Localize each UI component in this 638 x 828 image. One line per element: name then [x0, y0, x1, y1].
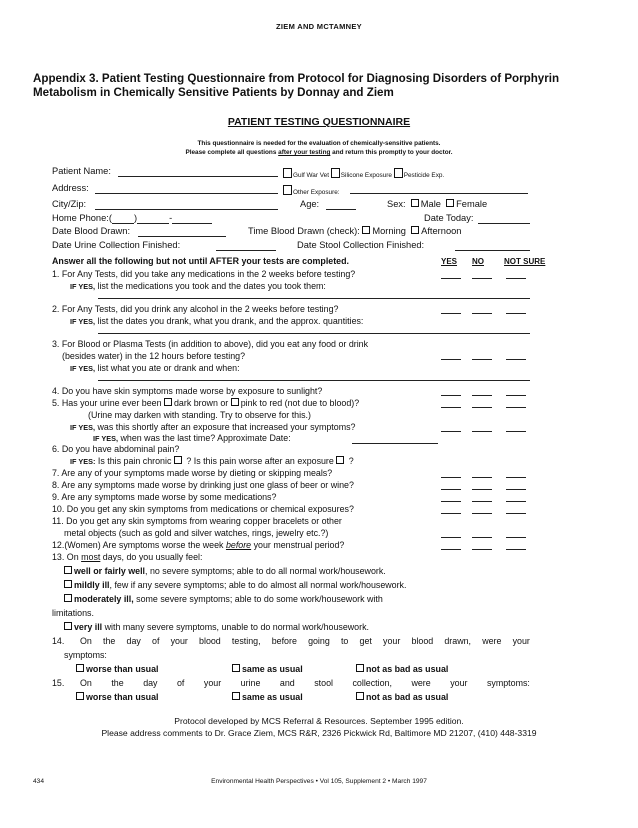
page-number: 434: [33, 778, 45, 785]
no-answer-blank[interactable]: [472, 549, 492, 550]
silicone-checkbox[interactable]: [331, 168, 340, 178]
word: were: [482, 636, 502, 646]
q15-option-not-as-bad: not as bad as usual: [356, 692, 448, 702]
word: of: [152, 636, 160, 646]
question-14-cont: symptoms:: [64, 650, 107, 660]
question-15: [80, 678, 530, 688]
q14-not-as-bad-checkbox[interactable]: [356, 664, 364, 672]
question-9: 9. Are any symptoms made worse by some medications?: [52, 492, 277, 502]
no-answer-blank[interactable]: [472, 489, 492, 490]
yes-answer-blank[interactable]: [441, 407, 461, 408]
journal-citation: Environmental Health Perspectives • Vol 105, Supplement 2 • March 1997: [211, 778, 427, 785]
address-label: Address:: [52, 183, 89, 193]
word: the: [111, 678, 124, 688]
word: day: [126, 636, 141, 646]
approx-date-field[interactable]: [352, 443, 438, 444]
form-title: PATIENT TESTING QUESTIONNAIRE: [227, 116, 411, 128]
q14-option-not-as-bad: not as bad as usual: [356, 664, 448, 674]
no-answer-blank[interactable]: [472, 477, 492, 478]
not-sure-answer-blank[interactable]: [506, 431, 526, 432]
pesticide-checkbox[interactable]: [394, 168, 403, 178]
word: your: [450, 678, 468, 688]
mildly-ill-checkbox[interactable]: [64, 580, 72, 588]
time-blood-drawn: Time Blood Drawn (check): Morning Afternoon: [248, 226, 462, 236]
phone-number-field[interactable]: [172, 213, 212, 224]
very-ill-checkbox[interactable]: [64, 622, 72, 630]
not-sure-answer-blank[interactable]: [506, 313, 526, 314]
word: your: [170, 636, 188, 646]
q13-option-moderately-ill-cont: limitations.: [52, 608, 94, 618]
q14-same-checkbox[interactable]: [232, 664, 240, 672]
yes-answer-blank[interactable]: [441, 537, 461, 538]
question-1-sub: IF YES, list the medications you took and the dates you took them:: [70, 281, 326, 291]
no-answer-blank[interactable]: [472, 537, 492, 538]
word: drawn,: [444, 636, 472, 646]
q15-worse-checkbox[interactable]: [76, 692, 84, 700]
protocol-line-1: Protocol developed by MCS Referral & Resources. September 1995 edition.: [174, 716, 464, 726]
date-urine-label: Date Urine Collection Finished:: [52, 240, 181, 250]
not-sure-column-header: NOT SURE: [504, 257, 546, 266]
morning-checkbox[interactable]: [362, 226, 370, 234]
afternoon-checkbox[interactable]: [411, 226, 419, 234]
question-6: 6. Do you have abdominal pain?: [52, 444, 180, 454]
yes-answer-blank[interactable]: [441, 359, 461, 360]
yes-column-header: YES: [441, 257, 458, 266]
word: the: [103, 636, 116, 646]
no-answer-blank[interactable]: [472, 395, 492, 396]
question-15-number: 15.: [52, 678, 65, 688]
yes-answer-blank[interactable]: [441, 489, 461, 490]
question-14: [80, 636, 530, 646]
city-zip-field[interactable]: [95, 209, 278, 210]
patient-name-label: Patient Name:: [52, 166, 111, 176]
dark-brown-checkbox[interactable]: [164, 398, 172, 406]
yes-answer-blank[interactable]: [441, 313, 461, 314]
q15-same-checkbox[interactable]: [232, 692, 240, 700]
question-14-number: 14.: [52, 636, 65, 646]
word: and: [279, 678, 295, 688]
no-answer-blank[interactable]: [472, 407, 492, 408]
q13-option-mildly-ill: mildly ill, few if any severe symptoms; able to do almost all normal work/housework.: [64, 580, 406, 590]
question-2-sub: IF YES, list the dates you drank, what you drank, and the approx. quantities:: [70, 316, 364, 326]
q13-option-well: well or fairly well, no severe symptoms; able to do all normal work/housework.: [64, 566, 386, 576]
question-1-answer-line[interactable]: [98, 298, 530, 299]
word: your: [203, 678, 222, 688]
patient-name-field[interactable]: [118, 176, 278, 177]
word: symptoms:: [486, 678, 530, 688]
question-1: 1. For Any Tests, did you take any medications in the 2 weeks before testing?: [52, 269, 356, 279]
word: of: [177, 678, 185, 688]
question-5-note: (Urine may darken with standing. Try to observe for this.): [88, 410, 311, 420]
no-answer-blank[interactable]: [472, 513, 492, 514]
not-sure-answer-blank[interactable]: [506, 513, 526, 514]
date-urine-field[interactable]: [216, 250, 276, 251]
question-12: 12.(Women) Are symptoms worse the week before your menstrual period?: [52, 540, 345, 550]
word: On: [80, 678, 92, 688]
question-8: 8. Are any symptoms made worse by drinking just one glass of beer or wine?: [52, 480, 354, 490]
question-10: 10. Do you get any skin symptoms from medications or chemical exposures?: [52, 504, 354, 514]
other-exposure-checkbox[interactable]: [283, 185, 292, 195]
date-today-field[interactable]: [478, 223, 530, 224]
no-answer-blank[interactable]: [472, 431, 492, 432]
word: going: [308, 636, 330, 646]
worse-after-exposure-checkbox[interactable]: [336, 456, 344, 464]
q13-option-very-ill: very ill with many severe symptoms, unable to do normal work/housework.: [64, 622, 369, 632]
other-exposure-field[interactable]: [350, 193, 528, 194]
no-column-header: NO: [472, 257, 484, 266]
appendix-title: Appendix 3. Patient Testing Questionnaire from Protocol for Diagnosing Disorders of Porphyrin Metabolism in Chemically Sensitive Patients by Donnay and Ziem: [33, 72, 560, 99]
date-stool-label: Date Stool Collection Finished:: [297, 240, 425, 250]
yes-answer-blank[interactable]: [441, 431, 461, 432]
not-sure-answer-blank[interactable]: [506, 407, 526, 408]
instruction-line-1: This questionnaire is needed for the evaluation of chemically-sensitive patients.: [197, 140, 441, 147]
word: stool: [314, 678, 333, 688]
not-sure-answer-blank[interactable]: [506, 537, 526, 538]
date-today-label: Date Today:: [424, 213, 474, 223]
question-5: 5. Has your urine ever been dark brown or pink to red (not due to blood)?: [52, 398, 360, 408]
question-4: 4. Do you have skin symptoms made worse by exposure to sunlight?: [52, 386, 323, 396]
question-3-line-2: (besides water) in the 12 hours before testing?: [62, 351, 246, 361]
question-11-line-1: 11. Do you get any skin symptoms from wearing copper bracelets or other: [52, 516, 342, 526]
moderately-ill-checkbox[interactable]: [64, 594, 72, 602]
q14-option-same: same as usual: [232, 664, 303, 674]
word: blood: [199, 636, 221, 646]
no-answer-blank[interactable]: [472, 313, 492, 314]
no-answer-blank[interactable]: [472, 278, 492, 279]
not-sure-answer-blank[interactable]: [506, 477, 526, 478]
answer-instructions: Answer all the following but not until AFTER your tests are completed.: [52, 256, 350, 266]
date-blood-drawn-label: Date Blood Drawn:: [52, 226, 131, 236]
not-sure-answer-blank[interactable]: [506, 395, 526, 396]
home-phone-label: Home Phone:( ) -: [52, 213, 212, 224]
city-zip-label: City/Zip:: [52, 199, 87, 209]
chronic-checkbox[interactable]: [174, 456, 182, 464]
well-checkbox[interactable]: [64, 566, 72, 574]
gulf-war-checkbox[interactable]: [283, 168, 292, 178]
age-field[interactable]: [326, 209, 356, 210]
q14-option-worse: worse than usual: [76, 664, 159, 674]
word: testing,: [231, 636, 261, 646]
question-3-sub: IF YES, list what you ate or drank and when:: [70, 363, 240, 373]
word: were: [411, 678, 431, 688]
question-5-sub-1: IF YES, was this shortly after an exposure that increased your symptoms?: [70, 422, 356, 432]
age-label: Age:: [300, 199, 320, 209]
q15-not-as-bad-checkbox[interactable]: [356, 692, 364, 700]
question-5-sub-2: IF YES, when was the last time? Approximate Date:: [93, 433, 291, 443]
question-3-line-1: 3. For Blood or Plasma Tests (in addition to above), did you eat any food or drink: [52, 339, 369, 349]
question-7: 7. Are any of your symptoms made worse by dieting or skipping meals?: [52, 468, 333, 478]
word: day: [143, 678, 158, 688]
word: your: [383, 636, 401, 646]
running-head: ZIEM AND MCTAMNEY: [276, 22, 362, 31]
yes-answer-blank[interactable]: [441, 477, 461, 478]
word: your: [512, 636, 530, 646]
word: urine: [240, 678, 261, 688]
female-checkbox[interactable]: [446, 199, 454, 207]
sex-field: Sex: Male Female: [387, 199, 488, 209]
not-sure-answer-blank[interactable]: [506, 359, 526, 360]
yes-answer-blank[interactable]: [441, 501, 461, 502]
date-stool-field[interactable]: [455, 250, 530, 251]
yes-answer-blank[interactable]: [441, 513, 461, 514]
phone-prefix-field[interactable]: [137, 213, 169, 224]
word: On: [80, 636, 92, 646]
question-3-answer-line[interactable]: [98, 380, 530, 381]
no-answer-blank[interactable]: [472, 501, 492, 502]
question-2-answer-line[interactable]: [98, 333, 530, 334]
question-11-line-2: metal objects (such as gold and silver watches, rings, jewelry etc.?): [64, 528, 329, 538]
word: get: [359, 636, 372, 646]
not-sure-answer-blank[interactable]: [506, 501, 526, 502]
yes-answer-blank[interactable]: [441, 278, 461, 279]
area-code-field[interactable]: [112, 213, 134, 224]
word: blood: [411, 636, 434, 646]
other-exposure-label: Other Exposure:: [283, 185, 340, 196]
date-blood-drawn-field[interactable]: [138, 236, 226, 237]
question-13: 13. On most days, do you usually feel:: [52, 552, 203, 562]
not-sure-answer-blank[interactable]: [506, 278, 526, 279]
instruction-line-2: Please complete all questions after your testing and return this promptly to your doctor.: [185, 149, 453, 156]
q15-option-worse: worse than usual: [76, 692, 159, 702]
word: before: [271, 636, 297, 646]
pink-red-checkbox[interactable]: [231, 398, 239, 406]
yes-answer-blank[interactable]: [441, 549, 461, 550]
yes-answer-blank[interactable]: [441, 395, 461, 396]
word: collection,: [352, 678, 392, 688]
q13-option-moderately-ill: moderately ill, some severe symptoms; able to do some work/housework with: [64, 594, 383, 604]
not-sure-answer-blank[interactable]: [506, 489, 526, 490]
word: to: [340, 636, 349, 646]
exposure-checkboxes: Gulf War Vet Silicone Exposure Pesticide Exp.: [283, 168, 444, 179]
question-2: 2. For Any Tests, did you drink any alcohol in the 2 weeks before testing?: [52, 304, 339, 314]
q14-worse-checkbox[interactable]: [76, 664, 84, 672]
q15-option-same: same as usual: [232, 692, 303, 702]
protocol-line-2: Please address comments to Dr. Grace Ziem, MCS R&R, 2326 Pickwick Rd, Baltimore MD 21207, (410) 448-3319: [101, 728, 537, 738]
no-answer-blank[interactable]: [472, 359, 492, 360]
question-6-sub: IF YES: Is this pain chronic ? Is this pain worse after an exposure ?: [70, 456, 354, 466]
not-sure-answer-blank[interactable]: [506, 549, 526, 550]
male-checkbox[interactable]: [411, 199, 419, 207]
address-field[interactable]: [95, 193, 278, 194]
